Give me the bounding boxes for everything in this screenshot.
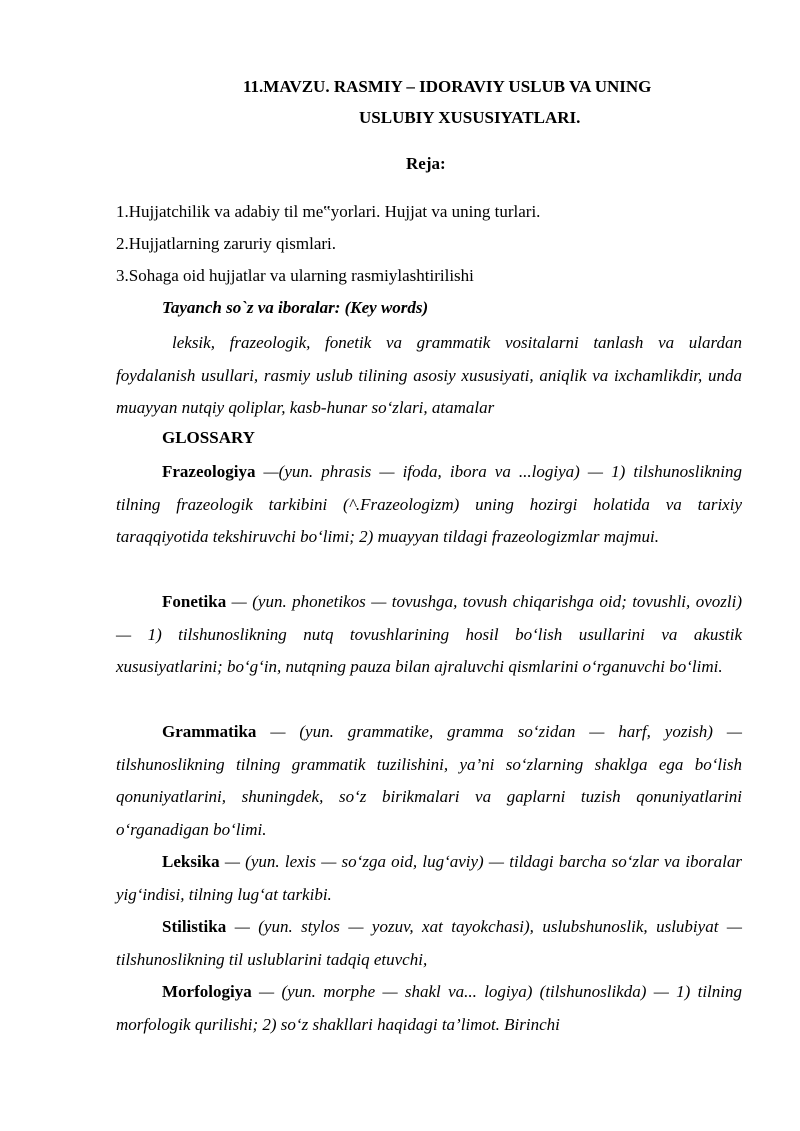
keywords-heading-suffix: : (Key words): [334, 298, 429, 317]
plan-heading: Reja:: [406, 154, 446, 173]
glossary-heading: GLOSSARY: [162, 428, 255, 447]
glossary-term: Grammatika: [162, 722, 257, 741]
plan-item: 3.Sohaga oid hujjatlar va ularning rasmiylashtirilishi: [116, 266, 474, 285]
glossary-entry: [116, 456, 742, 554]
keywords-heading: [162, 298, 428, 318]
topic-title-line-2: USLUBIY XUSUSIYATLARI.: [359, 108, 581, 127]
glossary-entry: [116, 716, 742, 846]
glossary-definition: —(yun. phrasis — ifoda, ibora va ...logiya) — 1) tilshunoslikning tilning frazeologik tarkibini (^.Frazeologizm) uning hozirgi holatida va tarixiy taraqqiyotida tekshiruvchi bo‘limi; 2) muayyan tildagi frazeologizmlar majmui.: [116, 462, 742, 546]
glossary-definition: — (yun. phonetikos — tovushga, tovush chiqarishga oid; tovushli, ovozli) — 1) tilshunoslikning nutq tovushlarining hosil bo‘lish usullarini va akustik xususiyatlarini; bo‘g‘in, nutqning pauza bilan ajraluvchi qismlarini o‘rganuvchi bo‘limi.: [116, 592, 742, 676]
keywords-paragraph: [116, 327, 742, 425]
glossary-entry: [116, 586, 742, 684]
glossary-definition: — (yun. morphe — shakl va... logiya) (tilshunoslikda) — 1) tilning morfologik qurilishi; 2) so‘z shakllari haqidagi ta’limot. Birinchi: [116, 982, 742, 1034]
plan-item: 2.Hujjatlarning zaruriy qismlari.: [116, 234, 336, 253]
keywords-text: leksik, frazeologik, fonetik va grammatik vositalarni tanlash va ulardan foydalanish usullari, rasmiy uslub tilining asosiy xususiyati, aniqlik va ixchamlikdir, unda muayyan nutqiy qoliplar, kasb-hunar so‘zlari, atamalar: [116, 333, 742, 417]
glossary-term: Fonetika: [162, 592, 227, 611]
topic-title-line-1: 11.MAVZU. RASMIY – IDORAVIY USLUB VA UNING: [243, 77, 652, 96]
glossary-term: Stilistika: [162, 917, 227, 936]
glossary-term: Leksika: [162, 852, 220, 871]
glossary-definition: — (yun. lexis — so‘zga oid, lug‘aviy) — tildagi barcha so‘zlar va iboralar yig‘indisi, tilning lug‘at tarkibi.: [116, 852, 742, 904]
glossary-term: Frazeologiya: [162, 462, 256, 481]
keywords-heading-main: Tayanch so`z va iboralar: [162, 298, 335, 317]
glossary-entry: [116, 846, 742, 911]
plan-item: 1.Hujjatchilik va adabiy til me‟yorlari. Hujjat va uning turlari.: [116, 202, 541, 221]
glossary-definition: — (yun. stylos — yozuv, xat tayokchasi), uslubshunoslik, uslubiyat — tilshunoslikning til uslublarini tadqiq etuvchi,: [116, 917, 742, 969]
glossary-entry: [116, 976, 742, 1041]
glossary-entry: [116, 911, 742, 976]
glossary-term: Morfologiya: [162, 982, 252, 1001]
glossary-definition: — (yun. grammatike, gramma so‘zidan — harf, yozish) — tilshunoslikning tilning grammatik tuzilishini, ya’ni so‘zlarning shaklga ega bo‘lish qonuniyatlarini, shuningdek, so‘z birikmalari va gaplarni tuzish qonuniyatlarini o‘rganadigan bo‘limi.: [116, 722, 742, 839]
